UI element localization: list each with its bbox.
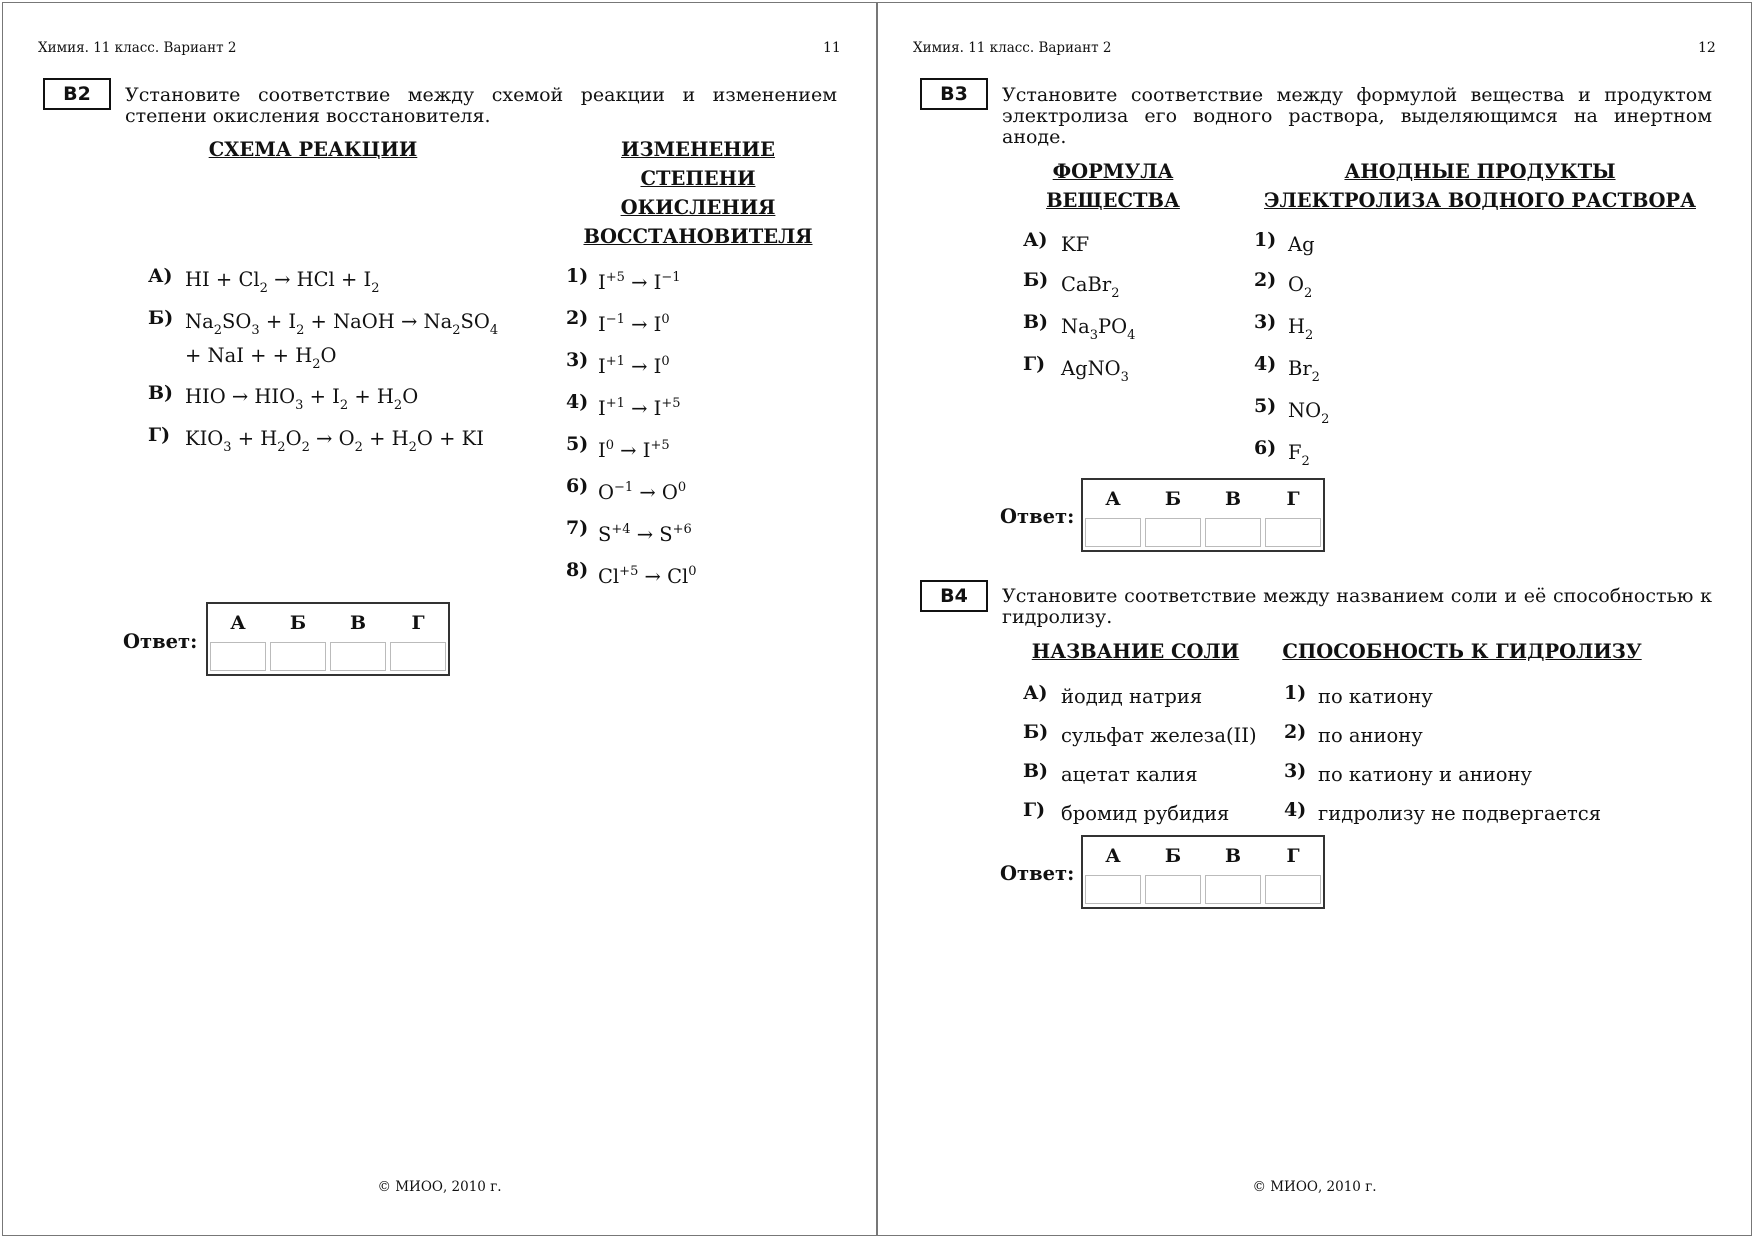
product-label: 6)	[1254, 437, 1277, 459]
product-4: $Br_2$	[1288, 357, 1320, 385]
hydrolysis-label: 3)	[1284, 760, 1307, 782]
formula-label: А)	[1023, 229, 1048, 251]
product-header-line: АНОДНЫЕ ПРОДУКТЫ	[1344, 160, 1616, 183]
page-number: 12	[1698, 40, 1716, 56]
change-8: $Cl^{+5} \to Cl^0$	[598, 564, 697, 588]
product-3: $H_2$	[1288, 315, 1314, 343]
change-label: 6)	[566, 475, 589, 497]
change-label: 2)	[566, 307, 589, 329]
product-label: 1)	[1254, 229, 1277, 251]
product-2: $O_2$	[1288, 273, 1313, 301]
change-1: $I^{+5} \to I^{-1}$	[598, 270, 681, 294]
salt-label: В)	[1023, 760, 1049, 782]
salt-label: Б)	[1023, 721, 1049, 743]
hydrolysis-label: 2)	[1284, 721, 1307, 743]
answer-column-a: А	[230, 612, 246, 634]
change-label: 8)	[566, 559, 589, 581]
question-id-box: B2	[43, 78, 111, 110]
product-label: 2)	[1254, 269, 1277, 291]
answer-label: Ответ:	[1000, 505, 1075, 528]
change-header-line: ИЗМЕНЕНИЕ	[621, 138, 775, 161]
product-1: Ag	[1288, 233, 1315, 256]
product-header-line: ЭЛЕКТРОЛИЗА ВОДНОГО РАСТВОРА	[1264, 189, 1696, 212]
answer-cell-b[interactable]	[1145, 875, 1201, 904]
salt-v: ацетат калия	[1061, 763, 1198, 786]
right-page	[877, 2, 1752, 1236]
page-footer: © МИОО, 2010 г.	[1252, 1179, 1377, 1195]
change-label: 3)	[566, 349, 589, 371]
change-6: $O^{-1} \to O^0$	[598, 480, 687, 504]
hydrolysis-4: гидролизу не подвергается	[1318, 802, 1602, 825]
formula-label: Б)	[1023, 269, 1049, 291]
reaction-b-cont: + NaI + + $H_2O$	[185, 344, 337, 372]
formula-v: $Na_3PO_4$	[1061, 315, 1136, 343]
answer-column-v: В	[349, 612, 367, 634]
page-number: 11	[823, 40, 841, 56]
answer-cell-v[interactable]	[1205, 875, 1261, 904]
change-7: $S^{+4} \to S^{+6}$	[598, 522, 692, 546]
answer-cell-a[interactable]	[1085, 875, 1141, 904]
left-page	[2, 2, 877, 1236]
answer-table	[206, 602, 450, 676]
task-text: Установите соответствие между названием соли и её способностью к гидролизу.	[1002, 585, 1712, 628]
reaction-label: Б)	[148, 307, 174, 329]
hydrolysis-3: по катиону и аниону	[1318, 763, 1532, 786]
answer-label: Ответ:	[123, 630, 198, 653]
answer-column-b: Б	[289, 612, 307, 634]
change-4: $I^{+1} \to I^{+5}$	[598, 396, 681, 420]
answer-cell-g[interactable]	[390, 642, 446, 671]
task-text: Установите соответствие между схемой реакции и изменением степени окисления восстановителя.	[125, 84, 837, 127]
salt-g: бромид рубидия	[1061, 802, 1230, 825]
answer-column-a: А	[1105, 845, 1121, 867]
answer-column-g: Г	[411, 612, 425, 634]
reaction-label: В)	[148, 382, 174, 404]
hydrolysis-label: 4)	[1284, 799, 1307, 821]
answer-column-a: А	[1105, 488, 1121, 510]
formula-a: KF	[1061, 233, 1090, 256]
change-column-header	[568, 135, 828, 251]
reaction-column-header: СХЕМА РЕАКЦИИ	[208, 138, 418, 161]
salt-b: сульфат железа(II)	[1061, 724, 1257, 747]
page-footer: © МИОО, 2010 г.	[377, 1179, 502, 1195]
answer-label: Ответ:	[1000, 862, 1075, 885]
answer-table	[1081, 835, 1325, 909]
answer-column-b: Б	[1164, 488, 1182, 510]
answer-column-g: Г	[1286, 488, 1300, 510]
product-6: $F_2$	[1288, 441, 1310, 469]
product-column-header	[1250, 157, 1710, 215]
answer-column-v: В	[1224, 488, 1242, 510]
answer-column-v: В	[1224, 845, 1242, 867]
formula-header-line: ВЕЩЕСТВА	[1046, 189, 1180, 212]
answer-cell-b[interactable]	[1145, 518, 1201, 547]
change-header-line: ОКИСЛЕНИЯ	[620, 196, 776, 219]
question-id-box: B3	[920, 78, 988, 110]
reaction-label: А)	[148, 265, 173, 287]
hydrolysis-column-header: СПОСОБНОСТЬ К ГИДРОЛИЗУ	[1282, 640, 1642, 663]
product-label: 3)	[1254, 311, 1277, 333]
salt-a: йодид натрия	[1061, 685, 1203, 708]
reaction-d: $KIO_3 + H_2O_2 \to O_2 + H_2O$ + KI	[185, 427, 484, 455]
answer-cell-b[interactable]	[270, 642, 326, 671]
change-label: 1)	[566, 265, 589, 287]
change-2: $I^{-1} \to I^0$	[598, 312, 670, 336]
product-label: 5)	[1254, 395, 1277, 417]
answer-column-b: Б	[1164, 845, 1182, 867]
reaction-label: Г)	[148, 424, 171, 446]
answer-cell-g[interactable]	[1265, 518, 1321, 547]
formula-label: Г)	[1023, 353, 1046, 375]
formula-header-line: ФОРМУЛА	[1052, 160, 1174, 183]
change-5: $I^0 \to I^{+5}$	[598, 438, 670, 462]
formula-column-header	[1033, 157, 1193, 215]
change-header-line: СТЕПЕНИ	[640, 167, 756, 190]
answer-table	[1081, 478, 1325, 552]
hydrolysis-2: по аниону	[1318, 724, 1423, 747]
formula-g: AgNO$_3$	[1061, 357, 1129, 385]
answer-cell-v[interactable]	[330, 642, 386, 671]
change-label: 5)	[566, 433, 589, 455]
change-header-line: ВОССТАНОВИТЕЛЯ	[583, 225, 813, 248]
hydrolysis-1: по катиону	[1318, 685, 1433, 708]
formula-label: В)	[1023, 311, 1049, 333]
change-3: $I^{+1} \to I^0$	[598, 354, 670, 378]
question-id-box: B4	[920, 580, 988, 612]
reaction-a: HI + $Cl_2$ → HCl + $I_2$	[185, 268, 380, 296]
change-label: 7)	[566, 517, 589, 539]
salt-label: А)	[1023, 682, 1048, 704]
answer-cell-v[interactable]	[1205, 518, 1261, 547]
hydrolysis-label: 1)	[1284, 682, 1307, 704]
salt-label: Г)	[1023, 799, 1046, 821]
product-5: $NO_2$	[1288, 399, 1330, 427]
answer-cell-a[interactable]	[210, 642, 266, 671]
answer-column-g: Г	[1286, 845, 1300, 867]
change-label: 4)	[566, 391, 589, 413]
page-header: Химия. 11 класс. Вариант 2	[38, 40, 237, 56]
product-label: 4)	[1254, 353, 1277, 375]
answer-cell-g[interactable]	[1265, 875, 1321, 904]
reaction-c: HIO → $HIO_3 + I_2 + H_2O$	[185, 385, 419, 413]
salt-column-header: НАЗВАНИЕ СОЛИ	[1031, 640, 1240, 663]
formula-b: CaBr$_2$	[1061, 273, 1120, 301]
page-header: Химия. 11 класс. Вариант 2	[913, 40, 1112, 56]
task-text: Установите соответствие между формулой вещества и продуктом электролиза его водного раствора, выделяющимся на инертном аноде.	[1002, 84, 1712, 148]
answer-cell-a[interactable]	[1085, 518, 1141, 547]
reaction-b: $Na_2SO_3 + I_2$ + NaOH → $Na_2SO_4$	[185, 310, 499, 338]
